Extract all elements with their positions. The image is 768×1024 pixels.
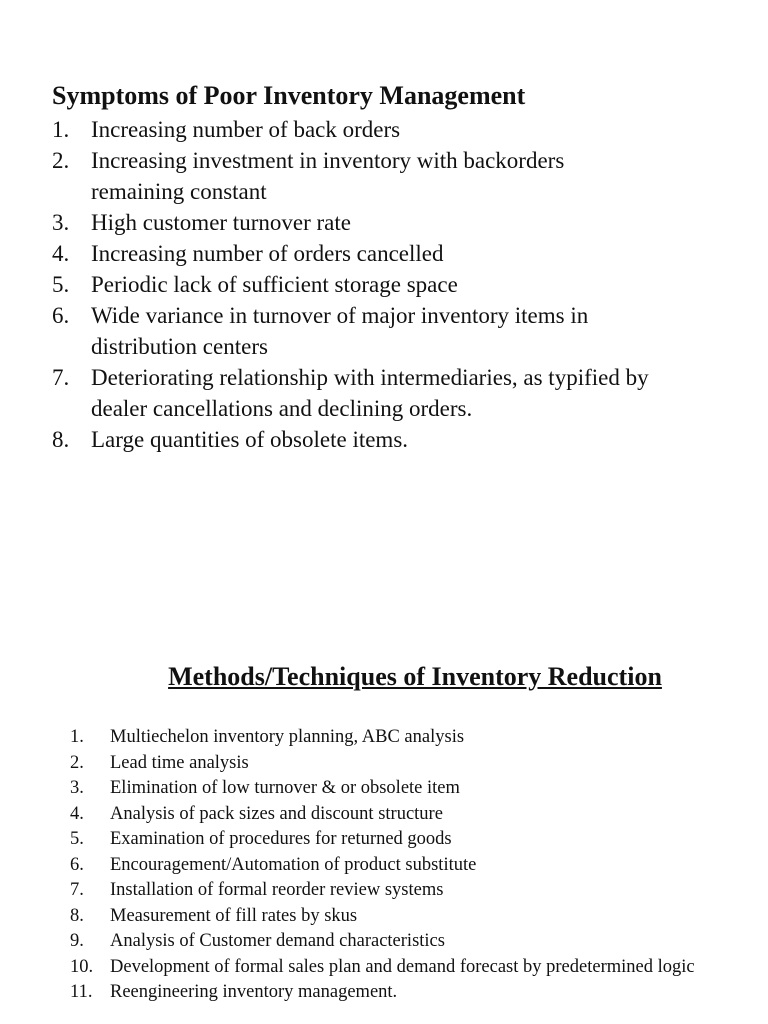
item-text: Reengineering inventory management. bbox=[110, 982, 398, 1002]
item-number: 2. bbox=[52, 148, 70, 173]
list-item bbox=[70, 955, 750, 981]
item-number: 10. bbox=[70, 956, 94, 977]
item-number: 8. bbox=[70, 905, 84, 926]
symptoms-title: Symptoms of Poor Inventory Management bbox=[52, 81, 526, 110]
item-number: 9. bbox=[70, 931, 84, 951]
item-text: Multiechelon inventory planning, ABC analysis bbox=[110, 727, 465, 747]
item-text: Periodic lack of sufficient storage space bbox=[91, 272, 458, 297]
list-item bbox=[70, 929, 750, 955]
item-text: Large quantities of obsolete items. bbox=[91, 427, 409, 452]
item-text: Encouragement/Automation of product substitute bbox=[110, 854, 477, 875]
item-text: Development of formal sales plan and demand forecast by predetermined logic bbox=[110, 956, 695, 977]
list-item bbox=[52, 300, 732, 362]
item-text: Analysis of pack sizes and discount structure bbox=[110, 803, 443, 824]
item-number: 3. bbox=[70, 778, 84, 798]
item-text: Analysis of Customer demand characteristics bbox=[110, 931, 445, 951]
item-text: Lead time analysis bbox=[110, 752, 249, 773]
item-text: Deteriorating relationship with intermediaries, as typified by dealer cancellations and declining orders. bbox=[91, 365, 649, 421]
list-item bbox=[52, 269, 732, 300]
item-text: High customer turnover rate bbox=[91, 210, 351, 235]
list-item bbox=[52, 238, 732, 269]
item-text: Examination of procedures for returned goods bbox=[110, 829, 452, 849]
list-item bbox=[52, 424, 732, 455]
item-number: 5. bbox=[52, 272, 70, 297]
list-item bbox=[70, 980, 750, 1006]
item-text: Measurement of fill rates by skus bbox=[110, 905, 358, 926]
item-text: Increasing investment in inventory with backorders remaining constant bbox=[91, 148, 565, 204]
item-number: 4. bbox=[52, 241, 70, 266]
item-text: Increasing number of orders cancelled bbox=[91, 241, 444, 266]
item-number: 4. bbox=[70, 803, 84, 824]
item-text: Elimination of low turnover & or obsolete item bbox=[110, 778, 460, 798]
item-number: 8. bbox=[52, 427, 70, 452]
list-item bbox=[70, 904, 750, 930]
list-item bbox=[70, 776, 750, 802]
list-item bbox=[70, 853, 750, 879]
symptoms-section bbox=[52, 78, 732, 455]
methods-title: Methods/Techniques of Inventory Reduction bbox=[168, 662, 662, 691]
list-item bbox=[52, 362, 732, 424]
methods-list bbox=[70, 725, 750, 1006]
item-number: 11. bbox=[70, 982, 93, 1002]
list-item bbox=[70, 878, 750, 904]
item-text: Wide variance in turnover of major inventory items in distribution centers bbox=[91, 303, 589, 359]
list-item bbox=[70, 751, 750, 777]
item-number: 2. bbox=[70, 752, 84, 773]
list-item bbox=[70, 725, 750, 751]
item-number: 1. bbox=[52, 117, 70, 142]
item-number: 6. bbox=[70, 854, 84, 875]
item-number: 7. bbox=[52, 365, 70, 390]
list-item bbox=[70, 827, 750, 853]
list-item bbox=[70, 802, 750, 828]
list-item bbox=[52, 145, 732, 207]
list-item bbox=[52, 114, 732, 145]
list-item bbox=[52, 207, 732, 238]
symptoms-list bbox=[52, 114, 732, 455]
item-number: 5. bbox=[70, 829, 84, 849]
item-number: 3. bbox=[52, 210, 70, 235]
item-number: 1. bbox=[70, 727, 84, 747]
item-text: Increasing number of back orders bbox=[91, 117, 401, 142]
item-number: 7. bbox=[70, 880, 84, 900]
item-number: 6. bbox=[52, 303, 70, 328]
item-text: Installation of formal reorder review systems bbox=[110, 880, 444, 900]
